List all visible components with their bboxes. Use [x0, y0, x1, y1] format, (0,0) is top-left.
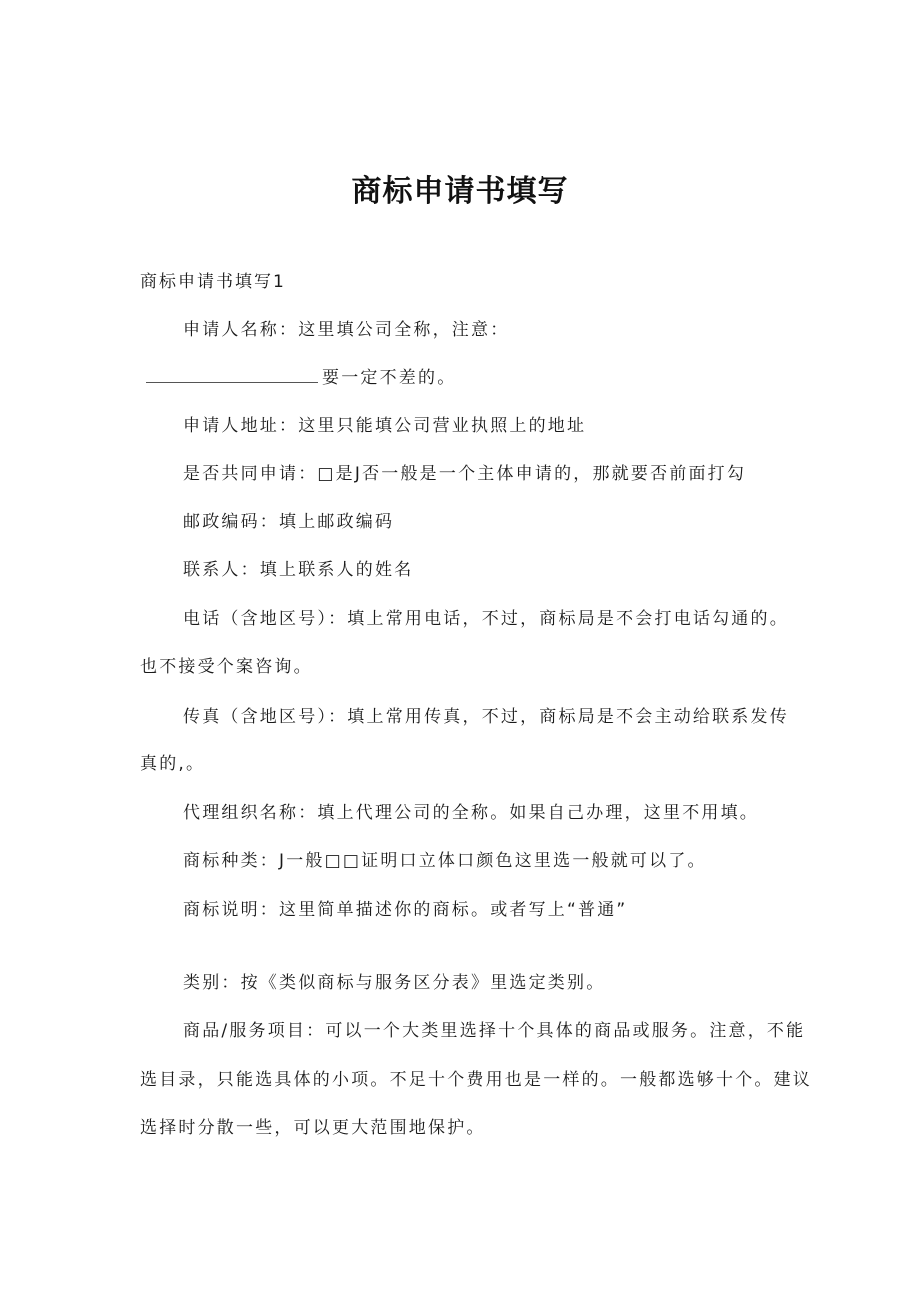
- blank-fill-text: 要一定不差的。: [322, 368, 457, 388]
- phone-line: 电话（含地区号）：填上常用电话，不过，商标局是不会打电话勾通的。: [183, 609, 789, 629]
- goods-services-line: 商品/服务项目：可以一个大类里选择十个具体的商品或服务。注意，不能: [183, 1021, 806, 1041]
- fax-line: 传真（含地区号）：填上常用传真，不过，商标局是不会主动给联系发传: [183, 707, 789, 727]
- agency-name-line: 代理组织名称：填上代理公司的全称。如果自己办理，这里不用填。: [183, 803, 759, 823]
- postal-code-line: 邮政编码：填上邮政编码: [183, 512, 395, 532]
- trademark-description-line: 商标说明：这里简单描述你的商标。或者写上“普通”: [183, 900, 628, 920]
- contact-person-line: 联系人：填上联系人的姓名: [183, 560, 414, 580]
- goods-services-line-3: 选择时分散一些，可以更大范围地保护。: [140, 1118, 486, 1138]
- fax-line-continued: 真的,。: [140, 754, 206, 774]
- applicant-name-line: 申请人名称：这里填公司全称，注意：: [183, 320, 510, 340]
- category-line: 类别：按《类似商标与服务区分表》里选定类别。: [183, 973, 606, 993]
- goods-services-line-2: 选目录，只能选具体的小项。不足十个费用也是一样的。一般都选够十个。建议: [140, 1070, 812, 1090]
- applicant-address-line: 申请人地址：这里只能填公司营业执照上的地址: [183, 416, 587, 436]
- blank-fill-line: [146, 366, 456, 390]
- trademark-type-line: 商标种类：J一般□□证明口立体口颜色这里选一般就可以了。: [183, 851, 707, 871]
- section-heading: 商标申请书填写1: [140, 272, 286, 292]
- phone-line-continued: 也不接受个案咨询。: [140, 657, 313, 677]
- blank-underline: [146, 366, 318, 383]
- document-title: 商标申请书填写: [351, 174, 569, 209]
- joint-application-line: 是否共同申请：□是J否一般是一个主体申请的，那就要否前面打勾: [183, 464, 747, 484]
